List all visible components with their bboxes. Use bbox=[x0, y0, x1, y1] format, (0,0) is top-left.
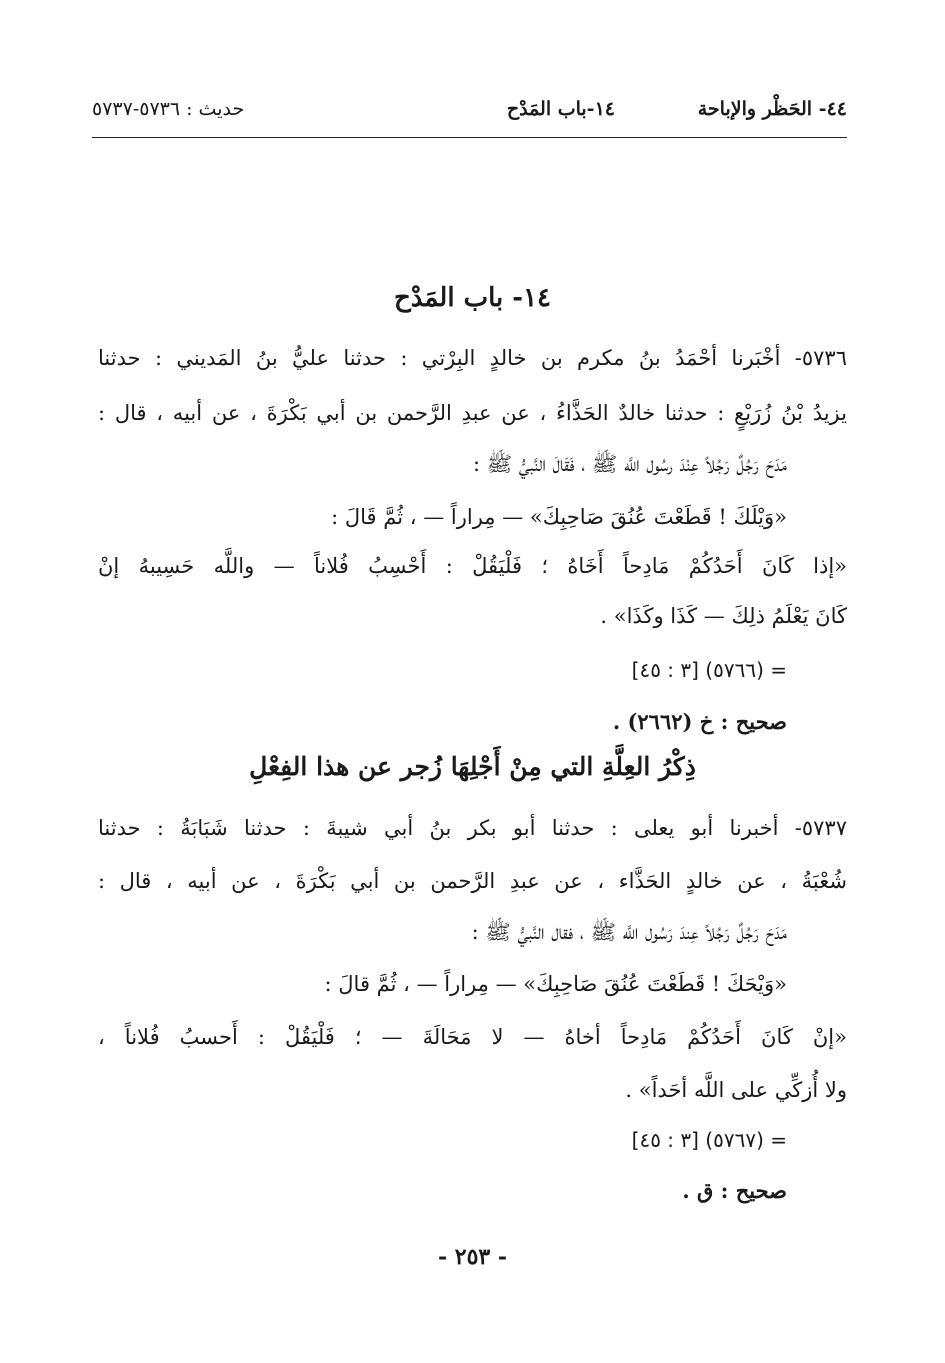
hadith2-line4: «وَيْحَكَ ! قَطَعْتَ عُنُقَ صَاحِبِكَ» — مِراراً — ، ثُمَّ قالَ : bbox=[324, 972, 787, 996]
hadith1-line5: «إذا كَانَ أَحَدُكُمْ مَادِحاً أَخَاهُ ؛ فَلْيَقُلْ : أَحْسِبُ فُلاناً — واللَّه حَسِيبهُ إنْ bbox=[98, 554, 847, 578]
hadith2-line2: شُعْبَةُ ، عن خالدٍ الحَذَّاء ، عن عبدِ الرَّحمن بن أبي بَكْرَةَ ، عن أبيه ، قال : bbox=[98, 869, 847, 893]
header-hadith-range: حديث : ٥٧٣٦-٥٧٣٧ bbox=[92, 98, 245, 120]
section-heading: ذِكْرُ العِلَّةِ التي مِنْ أَجْلِهَا زُجر عن هذا الفِعْلِ bbox=[249, 752, 696, 781]
hadith2-reference: = (٥٧٦٧) [٣ : ٤٥] bbox=[631, 1128, 787, 1152]
hadith2-line1: ٥٧٣٧- أخبرنا أبو يعلى : حدثنا أبو بكر بنُ أبي شيبةَ : حدثنا شَبَابَةُ : حدثنا bbox=[98, 816, 847, 840]
hadith1-grade: صحيح : خ (٢٦٦٢) . bbox=[612, 709, 787, 734]
header-book-title: ٤٤- الحَظْر والإباحة bbox=[697, 98, 847, 120]
hadith1-reference: = (٥٧٦٦) [٣ : ٤٥] bbox=[631, 658, 787, 682]
hadith2-line5: «إنْ كَانَ أَحَدُكُمْ مَادِحاً أخاهُ — لا مَحَالَةَ — ؛ فَلْيَقُلْ : أَحسبُ فُلاناً ، bbox=[98, 1025, 847, 1049]
header-divider bbox=[92, 137, 847, 138]
page-number: - ٢٥٣ - bbox=[437, 1244, 508, 1270]
chapter-heading: ١٤- باب المَدْح bbox=[393, 283, 552, 313]
hadith2-line3: مَدَحَ رَجُلٌ رَجُلاً عِندَ رَسُول اللَّه ﷺ ، فقال النَّبيُّ ﷺ : bbox=[471, 920, 787, 944]
header-chapter-title: ١٤-باب المَدْح bbox=[506, 98, 615, 120]
hadith1-line4: «وَيْلَكَ ! قَطَعْتَ عُنُقَ صَاحِبِكَ» — مِراراً — ، ثُمَّ قَالَ : bbox=[331, 505, 787, 529]
hadith1-line3: مَدَحَ رَجُلٌ رَجُلاً عِنْدَ رسُول اللَّه ﷺ ، فَقَالَ النَّبيُّ ﷺ : bbox=[473, 452, 787, 476]
running-header bbox=[92, 98, 847, 132]
hadith2-line6: ولا أُزكِّي على اللَّه أحَداً» . bbox=[625, 1078, 847, 1102]
hadith1-line2: يزيدُ بْنُ زُرَيْعٍ : حدثنا خالدٌ الحَذَّاءُ ، عن عبدِ الرَّحمن بن أبي بَكْرَةَ ، عن أبيه ، قال : bbox=[98, 401, 847, 425]
hadith1-line1: ٥٧٣٦- أخْبَرنا أحْمَدُ بنُ مكرم بن خالدٍ البِرْتي : حدثنا عليُّ بنُ المَديني : حدثنا bbox=[98, 346, 847, 370]
hadith2-grade: صحيح : ق . bbox=[682, 1178, 787, 1203]
hadith1-line6: كَانَ يَعْلَمُ ذلِكَ — كَذَا وكَذَا» . bbox=[600, 604, 847, 628]
